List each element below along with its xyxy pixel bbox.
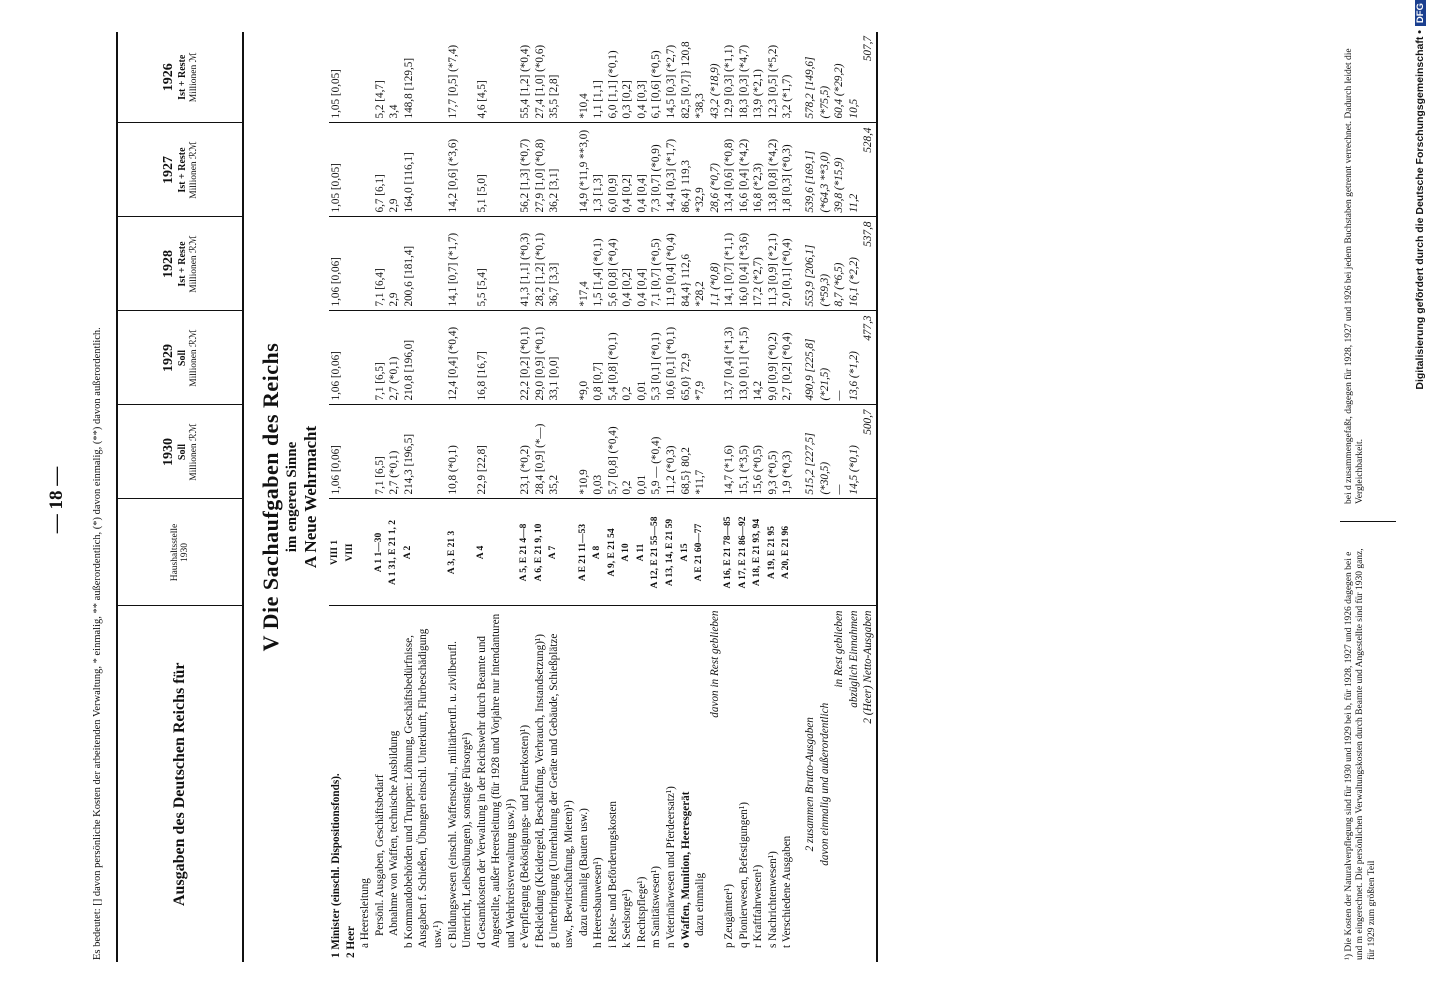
header-year-col xyxy=(117,32,243,123)
table-row xyxy=(751,32,766,962)
row-value: 86,4} 119,3 xyxy=(679,123,694,217)
row-value: 0,01 xyxy=(635,405,650,499)
header-kind: Ist + Reste xyxy=(177,241,188,287)
row-value: 82,5 [0,7]} 120,8 xyxy=(679,32,694,123)
row-value: 200,6 [181,4] xyxy=(402,217,446,311)
row-label: e Verpflegung (Beköstigungs- und Futterkosten)¹) xyxy=(519,724,532,948)
row-value: (*75,5) xyxy=(818,32,833,123)
row-label: Persönl. Ausgaben, Geschäftsbedarf xyxy=(373,774,386,936)
row-value: 14,2 [0,6] (*3,6) xyxy=(446,123,475,217)
row-value: 2,7 (*0,1) xyxy=(387,405,402,499)
row-value: 60,4 (*29,2) xyxy=(832,32,847,123)
row-budget-code: A 6, E 21 9, 10 xyxy=(533,499,548,606)
row-budget-code: A 20, E 21 96 xyxy=(780,499,795,606)
row-value: 5,1 [5,0] xyxy=(475,123,519,217)
row-value: 553,9 [206,1] xyxy=(795,217,818,311)
row-value: 12,3 [0,5] (*5,2) xyxy=(766,32,781,123)
row-value: 10,6 [0,1] (*0,1) xyxy=(664,311,679,405)
row-value xyxy=(358,405,373,499)
row-value: 14,5 (*0,1) xyxy=(847,405,862,499)
row-budget-code: A 8 xyxy=(591,499,606,606)
header-kind: Ist + Reste xyxy=(177,54,188,100)
row-value xyxy=(358,123,373,217)
row-value: 14,7 (*1,6) xyxy=(722,405,737,499)
row-value: 68,5} 80,2 xyxy=(679,405,694,499)
row-budget-code xyxy=(861,499,877,606)
row-value: 5,6 [0,8] (*0,4) xyxy=(606,217,621,311)
row-value: 5,9 — (*0,4) xyxy=(649,405,664,499)
row-value: *9,0 xyxy=(577,311,592,405)
row-budget-code: A 5, E 21 4—8 xyxy=(518,499,533,606)
row-value: 3,2 (*1,7) xyxy=(780,32,795,123)
header-unit: Millionen ℛℳ xyxy=(189,329,199,387)
row-value: 5,7 [0,8] (*0,4) xyxy=(606,405,621,499)
row-value: 13,7 [0,4] (*1,3) xyxy=(722,311,737,405)
row-value: 11,3 [0,9] (*2,1) xyxy=(766,217,781,311)
row-budget-code: A 1 31, E 21 1, 2 xyxy=(387,499,402,606)
row-value: 15,6 (*0,5) xyxy=(751,405,766,499)
header-year-col xyxy=(117,405,243,499)
row-budget-code: A 15 xyxy=(679,499,694,606)
row-value: 12,9 [0,3] (*1,1) xyxy=(722,32,737,123)
table-row xyxy=(402,32,446,962)
row-label: in Rest geblieben xyxy=(833,610,846,688)
row-value: 65,0} 72,9 xyxy=(679,311,694,405)
header-unit: Millionen ℳ xyxy=(189,52,199,103)
row-value: 8,7 (*6,5) xyxy=(832,217,847,311)
row-value: *10,4 xyxy=(577,32,592,123)
row-value: 36,2 [3,1] xyxy=(547,123,576,217)
row-value: 55,4 [1,2] (*0,4) xyxy=(518,32,533,123)
row-value: 6,7 [6,1] xyxy=(373,123,388,217)
header-year-col xyxy=(117,123,243,217)
row-budget-code: A E 21 11—53 xyxy=(577,499,592,606)
table-row xyxy=(606,32,621,962)
row-label: m Sanitätswesen¹) xyxy=(650,866,663,948)
row-value: 5,2 [4,7] xyxy=(373,32,388,123)
expenditure-table xyxy=(116,32,878,962)
row-label: dazu einmalig (Bauten usw.) xyxy=(577,808,590,936)
row-value: 1,3 [1,3] xyxy=(591,123,606,217)
row-value: (*30,5) xyxy=(818,405,833,499)
row-value: 2,9 xyxy=(387,217,402,311)
row-label: r Kraftfahrwesen¹) xyxy=(752,864,765,948)
row-value: 14,4 [0,3] (*1,7) xyxy=(664,123,679,217)
row-value xyxy=(344,123,359,217)
header-unit: Millionen ℛℳ xyxy=(189,141,199,199)
row-value: 214,3 [196,5] xyxy=(402,405,446,499)
row-value: 1,05 [0,05] xyxy=(329,123,344,217)
row-value: 1,1 [1,1] xyxy=(591,32,606,123)
row-value: *32,9 xyxy=(693,123,708,217)
row-value: 12,4 [0,4] (*0,4) xyxy=(446,311,475,405)
row-label: s Nachrichtenwesen¹) xyxy=(766,851,779,948)
table-row xyxy=(818,32,833,962)
header-kind: Soll xyxy=(177,349,188,367)
header-year: 1926 xyxy=(161,63,176,92)
row-value: 35,2 xyxy=(547,405,576,499)
row-value: 0,3 [0,2] xyxy=(620,32,635,123)
row-value: 0,4 [0,2] xyxy=(620,123,635,217)
row-value: 0,4 [0,2] xyxy=(620,217,635,311)
row-label: h Heeresbauwesen¹) xyxy=(592,857,605,948)
header-kind: Soll xyxy=(177,443,188,461)
row-budget-code xyxy=(832,499,847,606)
row-budget-code: A 4 xyxy=(475,499,519,606)
row-label: 2 Heer xyxy=(344,926,357,958)
row-value xyxy=(358,32,373,123)
row-value: 1,05 [0,05] xyxy=(329,32,344,123)
table-row xyxy=(446,32,475,962)
page-number: — 18 — xyxy=(46,466,67,534)
row-value xyxy=(344,32,359,123)
row-label: n Veterinärwesen und Pferdeersatz¹) xyxy=(664,786,677,948)
table-row xyxy=(475,32,519,962)
row-value: 2,0 [0,1] (*0,4) xyxy=(780,217,795,311)
header-unit: Millionen ℛℳ xyxy=(189,423,199,481)
row-value: 507,7 xyxy=(861,32,877,123)
row-value: 17,7 [0,5] (*7,4) xyxy=(446,32,475,123)
row-value: 13,4 [0,6] (*0,8) xyxy=(722,123,737,217)
row-budget-code: A 1 1—30 xyxy=(373,499,388,606)
row-label: g Unterbringung (Unterhaltung der Geräte und Gebäude, Schießplätze usw., Bewirtschaftung, Mieten)¹) xyxy=(548,633,575,948)
row-value xyxy=(708,405,723,499)
section-subtitle: im engeren Sinne xyxy=(284,441,300,553)
row-value: 5,5 [5,4] xyxy=(475,217,519,311)
row-value: 17,2 (*2,7) xyxy=(751,217,766,311)
table-row xyxy=(620,32,635,962)
row-budget-code: A E 21 60—77 xyxy=(693,499,708,606)
header-unit: Millionen ℛℳ xyxy=(189,235,199,293)
row-budget-code xyxy=(847,499,862,606)
row-value: 2,7 [0,2] (*0,4) xyxy=(780,311,795,405)
row-value xyxy=(344,217,359,311)
row-budget-code: A 7 xyxy=(547,499,576,606)
row-value: 16,0 [0,4] (*3,6) xyxy=(737,217,752,311)
row-label: a Heeresleitung xyxy=(359,878,372,948)
row-value: 3,4 xyxy=(387,32,402,123)
row-value: 7,1 [6,4] xyxy=(373,217,388,311)
row-label: davon einmalig und außerordentlich xyxy=(818,702,831,866)
row-label: k Seelsorge¹) xyxy=(621,889,634,948)
table-row xyxy=(708,32,723,962)
row-value: 477,3 xyxy=(861,311,877,405)
section-title: V Die Sachaufgaben des Reichs xyxy=(258,342,283,652)
row-value: 29,0 [0,9] (*0,1) xyxy=(533,311,548,405)
row-value xyxy=(344,405,359,499)
row-value: 500,7 xyxy=(861,405,877,499)
row-budget-code xyxy=(358,499,373,606)
table-row xyxy=(737,32,752,962)
row-value: 11,2 xyxy=(847,123,862,217)
row-value: 22,9 [22,8] xyxy=(475,405,519,499)
header-year-col xyxy=(117,217,243,311)
row-value: 28,2 [1,2] (*0,1) xyxy=(533,217,548,311)
row-label: abzüglich Einnahmen xyxy=(847,610,860,708)
row-label: o Waffen, Munition, Heeresgerät xyxy=(679,791,692,948)
table-row xyxy=(329,32,344,962)
row-value: 537,8 xyxy=(861,217,877,311)
row-value: 0,2 xyxy=(620,311,635,405)
row-value: 148,8 [129,5] xyxy=(402,32,446,123)
row-label: d Gesamtkosten der Verwaltung in der Reichswehr durch Beamte und Angestellte, außer Heeresleitung (für 1928 und Vorjahre nur Intendanturen und Wehrkreisverwaltung usw.)¹) xyxy=(475,613,517,948)
row-budget-code: VIII xyxy=(344,499,359,606)
table-row xyxy=(679,32,694,962)
row-value: 14,5 [0,3] (*2,7) xyxy=(664,32,679,123)
row-value: 13,6 (*1,2) xyxy=(847,311,862,405)
row-value: 28,4 [0,9] (*—) xyxy=(533,405,548,499)
row-value: 11,9 [0,4] (*0,4) xyxy=(664,217,679,311)
row-value: 0,2 xyxy=(620,405,635,499)
row-value: 5,3 [0,1] (*0,1) xyxy=(649,311,664,405)
row-value: 0,4 [0,3] xyxy=(635,32,650,123)
row-value: 16,8 (*2,3) xyxy=(751,123,766,217)
row-value: — xyxy=(832,405,847,499)
row-value xyxy=(708,311,723,405)
table-row xyxy=(847,32,862,962)
header-year-col xyxy=(117,311,243,405)
header-budget-line-label: Haushaltsstelle xyxy=(170,523,180,582)
row-value: 28,6 (*0,7) xyxy=(708,123,723,217)
row-value: 56,2 [1,3] (*0,7) xyxy=(518,123,533,217)
table-row xyxy=(635,32,650,962)
row-budget-code: A 17, E 21 86—92 xyxy=(737,499,752,606)
row-value: *28,2 xyxy=(693,217,708,311)
row-value: 7,1 [0,7] (*0,5) xyxy=(649,217,664,311)
footnote-right: bei d zusammengefaßt, dagegen für 1928, 1927 und 1926 bei jedem Buchstaben getrennt verrechnet. Dadurch leidet die Vergleichbarkeit. xyxy=(1344,48,1366,504)
row-value: 39,8 (*15,9) xyxy=(832,123,847,217)
row-value: 0,03 xyxy=(591,405,606,499)
row-value: (*64,3 **3,0) xyxy=(818,123,833,217)
table-row xyxy=(795,32,818,962)
section-part: A Neue Wehrmacht xyxy=(301,425,320,569)
table-row xyxy=(358,32,373,962)
row-label: c Bildungswesen (einschl. Waffenschul., militärberufl. u. zivilberufl. Unterricht, Leibesübungen), sonstige Fürsorge¹) xyxy=(446,641,474,948)
row-value: *10,9 xyxy=(577,405,592,499)
row-value: 14,1 [0,7] (*1,1) xyxy=(722,217,737,311)
row-value: 27,4 [1,0] (*0,6) xyxy=(533,32,548,123)
row-value: 210,8 [196,0] xyxy=(402,311,446,405)
row-value: *38,3 xyxy=(693,32,708,123)
table-row xyxy=(766,32,781,962)
row-value: 36,7 [3,3] xyxy=(547,217,576,311)
row-label: davon in Rest geblieben xyxy=(708,610,721,718)
row-value: 14,2 xyxy=(751,311,766,405)
row-value: 6,1 [0,6] (*0,5) xyxy=(649,32,664,123)
row-budget-code: A 2 xyxy=(402,499,446,606)
row-value: 0,4 [0,4] xyxy=(635,123,650,217)
row-value: 13,8 [0,8] (*4,2) xyxy=(766,123,781,217)
row-value: 1,8 [0,3] (*0,3) xyxy=(780,123,795,217)
row-label: f Bekleidung (Kleidergeld, Beschaffung, Verbrauch, Instandsetzung)¹) xyxy=(533,633,546,948)
row-value: 11,2 (*0,3) xyxy=(664,405,679,499)
row-value: 7,3 [0,7] (*0,9) xyxy=(649,123,664,217)
row-value: *17,4 xyxy=(577,217,592,311)
header-year: 1929 xyxy=(161,344,176,372)
table-row xyxy=(577,32,592,962)
row-value: 27,9 [1,0] (*0,8) xyxy=(533,123,548,217)
row-value: 539,6 [169,1] xyxy=(795,123,818,217)
row-label: p Zeugämter¹) xyxy=(723,884,736,948)
row-value: 10,5 xyxy=(847,32,862,123)
table-row xyxy=(547,32,576,962)
row-value: 13,0 [0,1] (*1,5) xyxy=(737,311,752,405)
row-label: i Reise- und Beförderungskosten xyxy=(606,801,619,948)
row-budget-code xyxy=(795,499,818,606)
row-value: 14,9 (*11,9 **3,0) xyxy=(577,123,592,217)
row-value: *11,7 xyxy=(693,405,708,499)
row-value: 23,1 (*0,2) xyxy=(518,405,533,499)
row-label: b Kommandobehörden und Truppen: Löhnung, Geschäftsbedürfnisse, Ausgaben f. Schießen, Übungen einschl. Unterkunft, Flurbeschädigung usw.¹) xyxy=(402,628,444,948)
table-row xyxy=(693,32,708,962)
row-budget-code: A 3, E 21 3 xyxy=(446,499,475,606)
row-value: (*21,5) xyxy=(818,311,833,405)
row-label: l Rechtspflege¹) xyxy=(635,876,648,948)
table-row xyxy=(373,32,388,962)
row-value: 1,06 [0,06] xyxy=(329,311,344,405)
row-value: 490,9 [225,8] xyxy=(795,311,818,405)
row-value: 6,0 [0,9] xyxy=(606,123,621,217)
row-budget-code: A 12, E 21 55—58 xyxy=(649,499,664,606)
row-value: 84,4} 112,6 xyxy=(679,217,694,311)
row-value: 15,1 (*3,5) xyxy=(737,405,752,499)
row-value: 6,0 [1,1] (*0,1) xyxy=(606,32,621,123)
table-row xyxy=(649,32,664,962)
row-label: dazu einmalig xyxy=(694,872,707,936)
row-label: Abnahme von Waffen, technische Ausbildung xyxy=(388,730,401,936)
header-budget-line xyxy=(117,499,243,606)
row-value: 2,9 xyxy=(387,123,402,217)
row-label: 1 Minister (einschl. Dispositionsfonds). xyxy=(330,773,342,958)
section-title-row xyxy=(243,32,329,962)
row-value: (*59,3) xyxy=(818,217,833,311)
table-row xyxy=(387,32,402,962)
row-value: 9,3 (*0,5) xyxy=(766,405,781,499)
row-value: 9,0 [0,9] (*0,2) xyxy=(766,311,781,405)
table-row xyxy=(533,32,548,962)
footnote-divider xyxy=(1340,521,1396,522)
row-value: 14,1 [0,7] (*1,7) xyxy=(446,217,475,311)
header-year: 1927 xyxy=(161,156,176,184)
row-value: 4,6 [4,5] xyxy=(475,32,519,123)
row-value xyxy=(344,311,359,405)
table-row xyxy=(344,32,359,962)
row-value: 1,1 (*0,8) xyxy=(708,217,723,311)
row-label: q Pionierwesen, Befestigungen¹) xyxy=(737,802,750,948)
row-value: 16,8 [16,7] xyxy=(475,311,519,405)
row-value: 35,5 [2,8] xyxy=(547,32,576,123)
table-row xyxy=(832,32,847,962)
row-value: 13,9 (*2,1) xyxy=(751,32,766,123)
table-row xyxy=(722,32,737,962)
row-label: t Verschiedene Ausgaben xyxy=(781,835,794,948)
row-value: 1,06 [0,06] xyxy=(329,405,344,499)
header-year: 1930 xyxy=(161,438,176,466)
table-header-row xyxy=(117,32,243,962)
row-value: 16,6 [0,4] (*4,2) xyxy=(737,123,752,217)
row-budget-code: VIII 1 xyxy=(329,499,344,606)
row-value: 43,2 (*18,9) xyxy=(708,32,723,123)
header-budget-line-year: 1930 xyxy=(180,543,190,562)
footnote-left: ¹) Die Kosten der Naturalverpflegung sind für 1930 und 1929 bei b, für 1928, 1927 und 1926 dagegen bei e und m eingerechnet. Die persönlichen Verwaltungskosten durch Beamte und Angestellte sind für 1930 ganz, für 1929 zum größten Teil xyxy=(1344,548,1377,960)
row-value: 0,4 [0,4] xyxy=(635,217,650,311)
row-budget-code: A 19, E 21 95 xyxy=(766,499,781,606)
digitization-note xyxy=(1414,0,1426,640)
table-row xyxy=(518,32,533,962)
row-value: 1,06 [0,06] xyxy=(329,217,344,311)
row-label: 2 zusammen Brutto-Ausgaben xyxy=(804,717,816,852)
row-value: 18,3 [0,3] (*4,7) xyxy=(737,32,752,123)
row-value xyxy=(358,311,373,405)
row-value: 1,9 (*0,3) xyxy=(780,405,795,499)
table-row xyxy=(861,32,877,962)
row-value: 0,01 xyxy=(635,311,650,405)
table-row xyxy=(780,32,795,962)
row-budget-code: A 9, E 21 54 xyxy=(606,499,621,606)
row-label: 2 (Heer) Netto-Ausgaben xyxy=(861,606,877,962)
row-value: 33,1 [0,0] xyxy=(547,311,576,405)
row-value: 5,4 [0,8] (*0,1) xyxy=(606,311,621,405)
digitization-text: Digitalisierung gefördert durch die Deutsche Forschungsgemeinschaft • xyxy=(1414,30,1426,390)
row-value: 164,0 [116,1] xyxy=(402,123,446,217)
dfg-logo: DFG xyxy=(1415,0,1426,26)
header-expenditure-label: Ausgaben des Deutschen Reichs für xyxy=(170,662,188,907)
table-row xyxy=(591,32,606,962)
row-budget-code xyxy=(708,499,723,606)
row-value: 0,8 [0,7] xyxy=(591,311,606,405)
table-row xyxy=(664,32,679,962)
row-value: 10,8 (*0,1) xyxy=(446,405,475,499)
row-value: 1,5 [1,4] (*0,1) xyxy=(591,217,606,311)
header-expenditure xyxy=(117,606,243,962)
row-value: 515,2 [227,5] xyxy=(795,405,818,499)
row-budget-code: A 18, E 21 93, 94 xyxy=(751,499,766,606)
row-budget-code: A 10 xyxy=(620,499,635,606)
row-budget-code: A 13, 14, E 21 59 xyxy=(664,499,679,606)
row-value: 578,2 [149,6] xyxy=(795,32,818,123)
row-value: 528,4 xyxy=(861,123,877,217)
legend-line: Es bedeutet: [] davon persönliche Kosten der arbeitenden Verwaltung, * einmalig, ** außerordentlich, (*) davon einmalig, (**) davon außerordentlich. xyxy=(92,327,103,960)
row-budget-code xyxy=(818,499,833,606)
row-value: — xyxy=(832,311,847,405)
header-year: 1928 xyxy=(161,250,176,278)
row-value: 16,1 (*2,2) xyxy=(847,217,862,311)
row-value: *7,9 xyxy=(693,311,708,405)
header-kind: Ist + Reste xyxy=(177,147,188,193)
row-value: 7,1 [6,5] xyxy=(373,311,388,405)
row-budget-code: A 11 xyxy=(635,499,650,606)
row-value: 41,3 [1,1] (*0,3) xyxy=(518,217,533,311)
row-value: 2,7 (*0,1) xyxy=(387,311,402,405)
row-value: 22,2 [0,2] (*0,1) xyxy=(518,311,533,405)
row-budget-code: A 16, E 21 78—85 xyxy=(722,499,737,606)
row-value xyxy=(358,217,373,311)
row-value: 7,1 [6,5] xyxy=(373,405,388,499)
